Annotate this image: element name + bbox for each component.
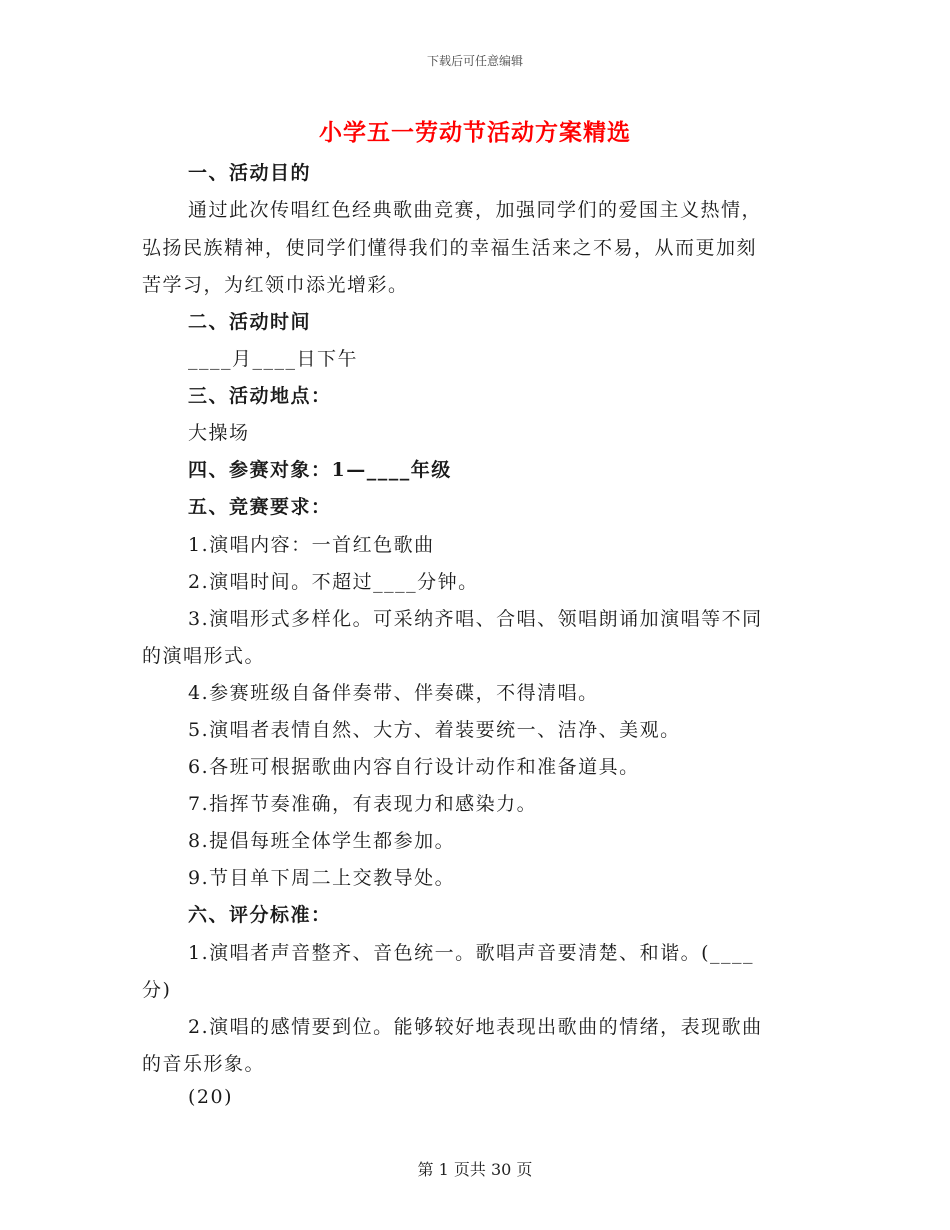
list-item: 1.演唱者声音整齐、音色统一。歌唱声音要清楚、和谐。(____ [188,942,755,964]
header-note: 下载后可任意编辑 [426,54,523,68]
paragraph-line: ____月____日下午 [188,348,359,370]
section-heading: 二、活动时间 [188,311,312,333]
list-item: 2.演唱时间。不超过____分钟。 [188,571,479,593]
list-item: 2.演唱的感情要到位。能够较好地表现出歌曲的情绪，表现歌曲 [188,1016,763,1038]
list-item: 5.演唱者表情自然、大方、着装要统一、洁净、美观。 [188,719,681,741]
list-item-continuation: 的演唱形式。 [142,645,266,667]
page-number: 第 1 页共 30 页 [417,1160,533,1179]
list-item: 1.演唱内容：一首红色歌曲 [188,534,435,556]
list-item: 3.演唱形式多样化。可采纳齐唱、合唱、领唱朗诵加演唱等不同 [188,608,763,630]
score-note: (20) [188,1086,234,1108]
list-item: 6.各班可根据歌曲内容自行设计动作和准备道具。 [188,756,640,778]
list-item-continuation: 分) [142,979,172,1001]
list-item: 9.节目单下周二上交教导处。 [188,867,456,889]
list-item: 7.指挥节奏准确，有表现力和感染力。 [188,793,538,815]
list-item-continuation: 的音乐形象。 [142,1053,266,1075]
paragraph-line: 通过此次传唱红色经典歌曲竞赛，加强同学们的爱国主义热情， [188,199,763,221]
section-heading: 六、评分标准： [188,904,332,926]
section-heading: 一、活动目的 [188,162,312,184]
section-heading: 四、参赛对象：1—____年级 [188,459,452,481]
document-title: 小学五一劳动节活动方案精选 [319,119,631,146]
section-heading: 五、竞赛要求： [188,496,332,518]
list-item: 8.提倡每班全体学生都参加。 [188,830,456,852]
section-heading: 三、活动地点： [188,385,332,407]
paragraph-line: 苦学习，为红领巾添光增彩。 [142,274,409,296]
paragraph-line: 大操场 [188,422,250,444]
paragraph-line: 弘扬民族精神，使同学们懂得我们的幸福生活来之不易，从而更加刻 [142,237,758,259]
list-item: 4.参赛班级自备伴奏带、伴奏碟，不得清唱。 [188,682,599,704]
